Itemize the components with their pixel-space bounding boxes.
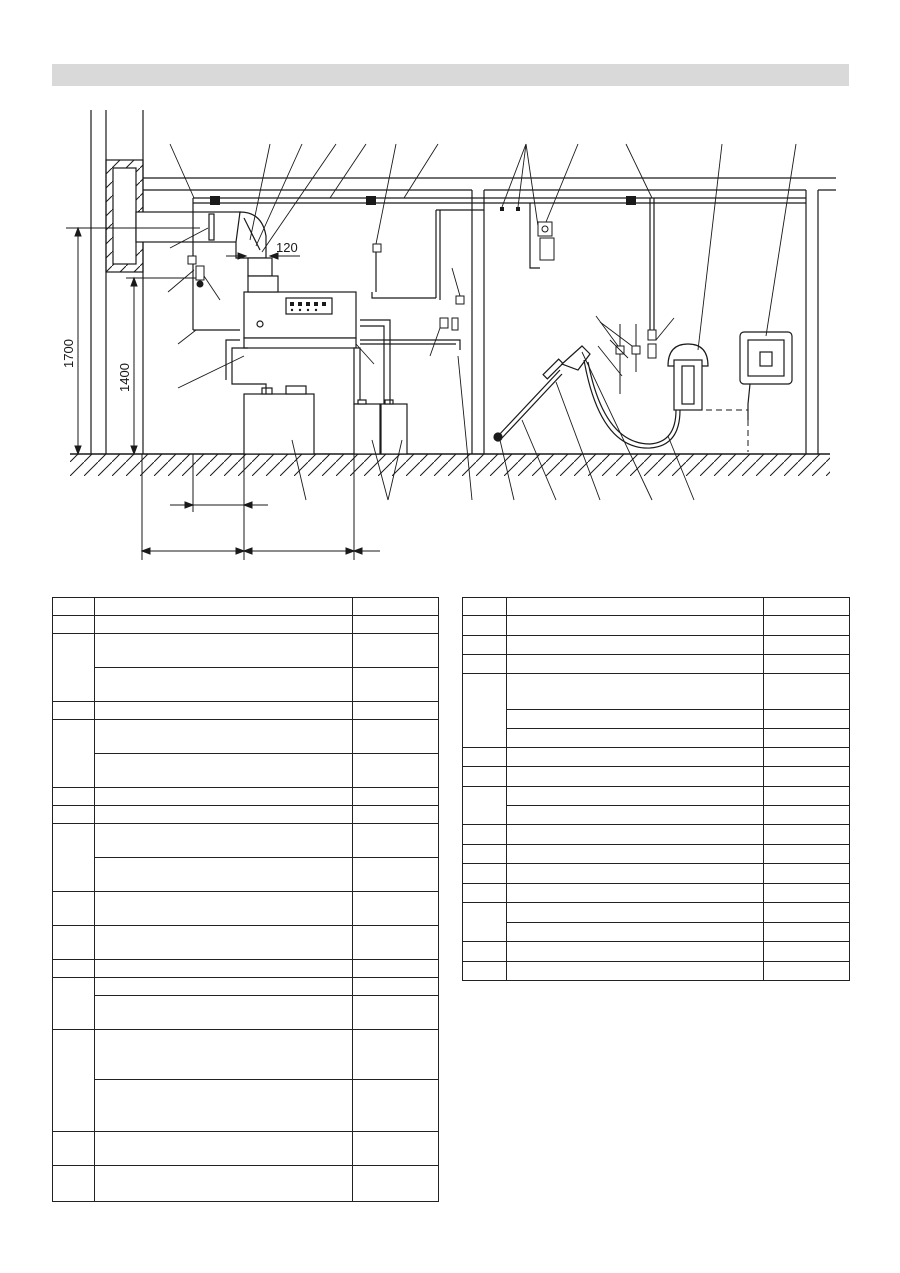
parts-table-right <box>462 597 850 981</box>
safety-valve <box>188 256 204 287</box>
floor <box>70 454 830 476</box>
hose-reel <box>668 344 708 410</box>
high-pressure-hose <box>584 360 680 448</box>
main-unit <box>244 276 360 404</box>
dimension-label-120: 120 <box>276 240 298 255</box>
fuel-tank <box>226 340 314 454</box>
installation-diagram <box>0 0 900 590</box>
hose-fittings <box>616 324 656 394</box>
dosing-unit <box>538 222 554 260</box>
parts-table-left <box>52 597 439 1202</box>
wall-reel-box <box>740 332 792 420</box>
dimension-label-1700: 1700 <box>61 339 76 368</box>
dashed-return-line <box>696 410 748 452</box>
dimension-label-1400: 1400 <box>117 363 132 392</box>
water-valve <box>373 244 464 330</box>
spray-lance <box>494 346 590 441</box>
dimension-lines <box>66 228 380 560</box>
